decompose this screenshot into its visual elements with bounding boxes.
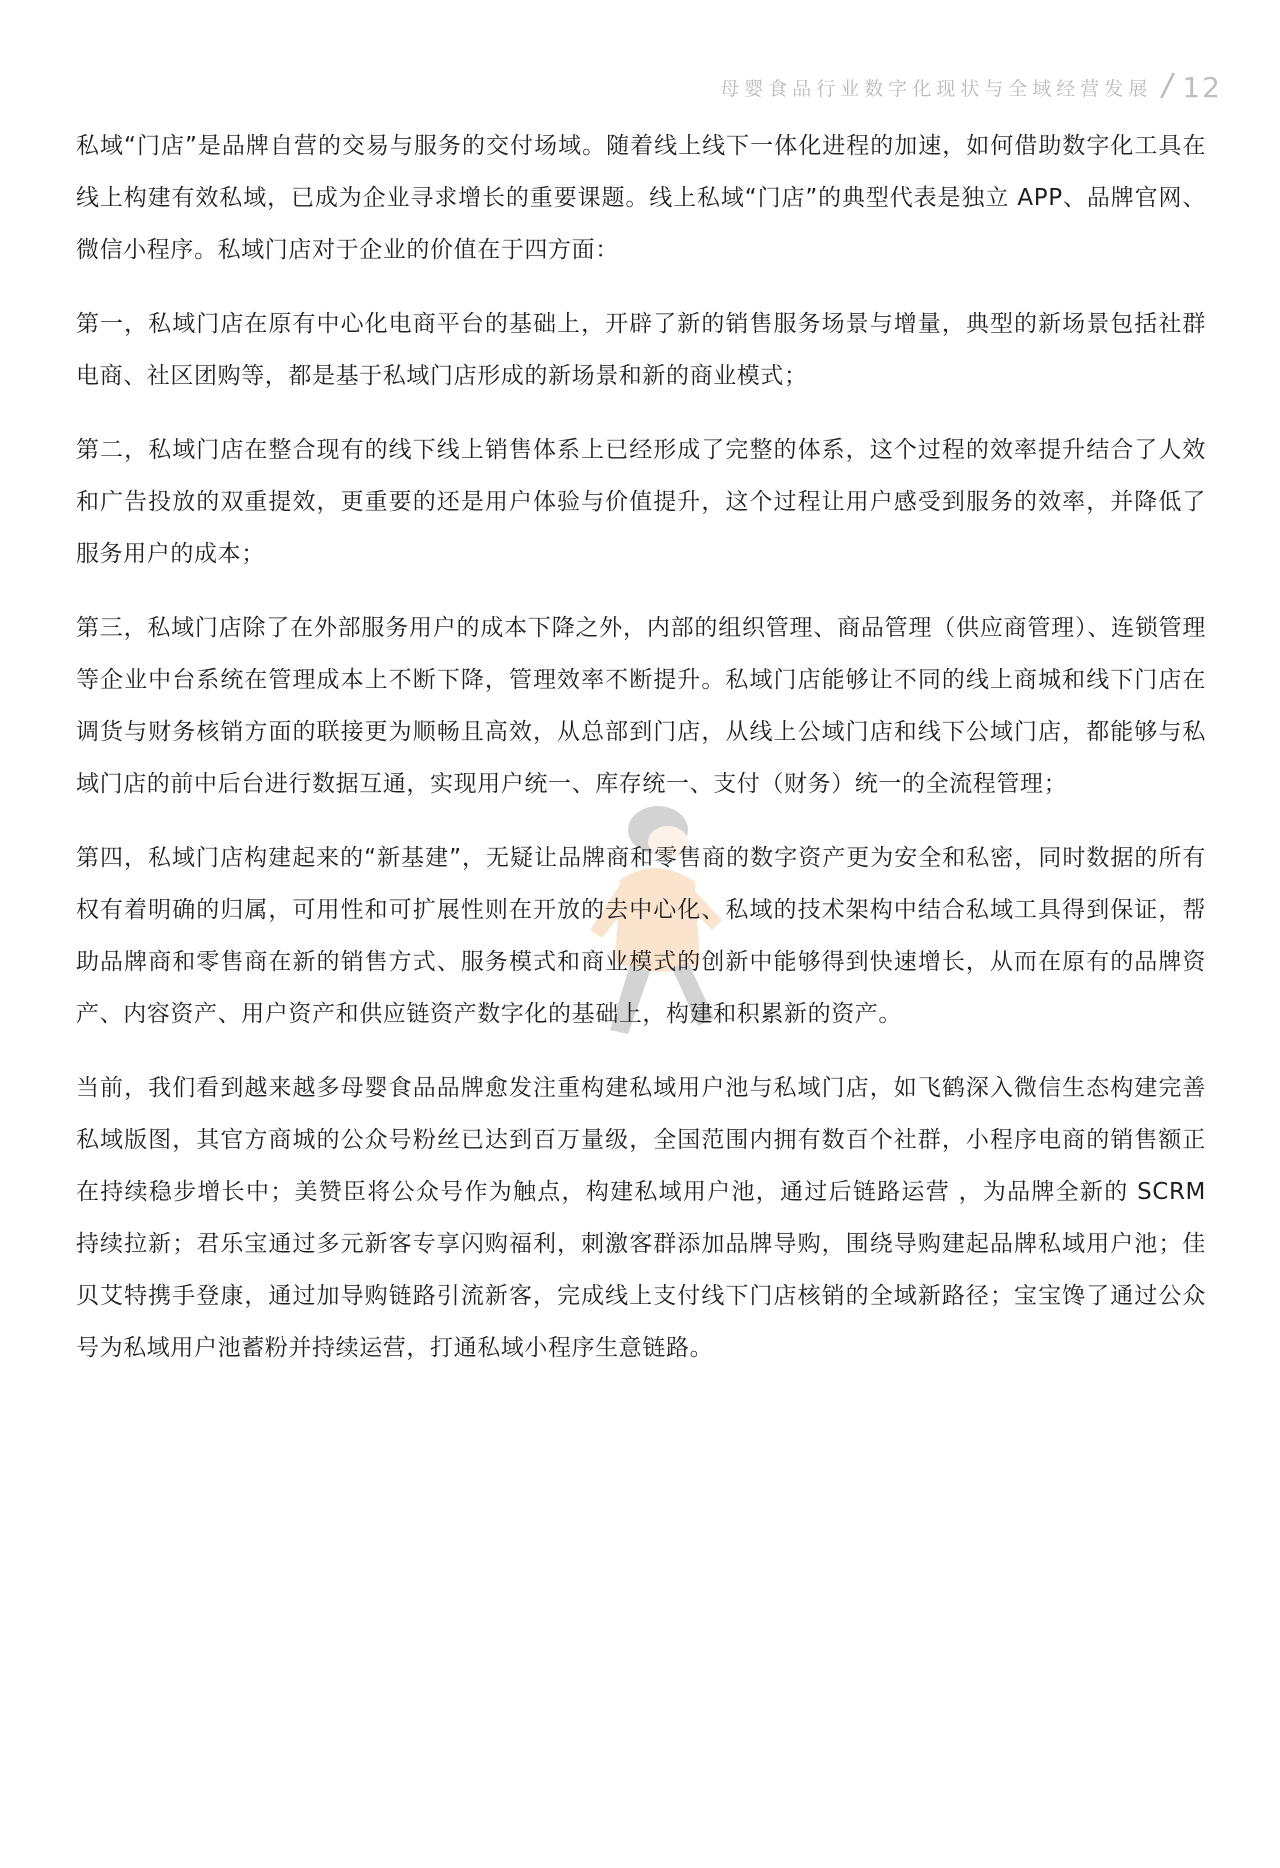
brand-examples-paragraph: 当前，我们看到越来越多母婴食品品牌愈发注重构建私域用户池与私域门店，如飞鹤深入微信生态构建完善私域版图，其官方商城的公众号粉丝已达到百万量级，全国范围内拥有数百个社群，小程序电商的销售额正在持续稳步增长中；美赞臣将公众号作为触点，构建私域用户池，通过后链路运营 ，为品牌全新的 SCRM 持续拉新；君乐宝通过多元新客专享闪购福利，刺激客群添加品牌导购，围绕导购建起品牌私域用户池；佳贝艾特携手登康，通过加导购链路引流新客，完成线上支付线下门店核销的全域新路径；宝宝馋了通过公众号为私域用户池蓄粉并持续运营，打通私域小程序生意链路。 bbox=[76, 1075, 1206, 1361]
intro-paragraph: 私域“门店”是品牌自营的交易与服务的交付场域。随着线上线下一体化进程的加速，如何借助数字化工具在线上构建有效私域，已成为企业寻求增长的重要课题。线上私域“门店”的典型代表是独立 APP、品牌官网、微信小程序。私域门店对于企业的价值在于四方面： bbox=[76, 133, 1206, 263]
header-separator: / bbox=[1162, 68, 1173, 103]
page-header bbox=[720, 70, 1222, 105]
header-title: 母婴食品行业数字化现状与全域经营发展 bbox=[720, 78, 1153, 100]
point-one-paragraph: 第一，私域门店在原有中心化电商平台的基础上，开辟了新的销售服务场景与增量，典型的新场景包括社群电商、社区团购等，都是基于私域门店形成的新场景和新的商业模式； bbox=[76, 311, 1206, 389]
point-two-paragraph: 第二，私域门店在整合现有的线下线上销售体系上已经形成了完整的体系，这个过程的效率提升结合了人效和广告投放的双重提效，更重要的还是用户体验与价值提升，这个过程让用户感受到服务的效率，并降低了服务用户的成本； bbox=[76, 437, 1206, 567]
article-body bbox=[76, 120, 1206, 1396]
point-three-paragraph: 第三，私域门店除了在外部服务用户的成本下降之外，内部的组织管理、商品管理（供应商管理）、连锁管理等企业中台系统在管理成本上不断下降，管理效率不断提升。私域门店能够让不同的线上商城和线下门店在调货与财务核销方面的联接更为顺畅且高效，从总部到门店，从线上公域门店和线下公域门店，都能够与私域门店的前中后台进行数据互通，实现用户统一、库存统一、支付（财务）统一的全流程管理； bbox=[76, 615, 1206, 797]
point-four-paragraph: 第四，私域门店构建起来的“新基建”，无疑让品牌商和零售商的数字资产更为安全和私密，同时数据的所有权有着明确的归属，可用性和可扩展性则在开放的去中心化、私域的技术架构中结合私域工具得到保证，帮助品牌商和零售商在新的销售方式、服务模式和商业模式的创新中能够得到快速增长，从而在原有的品牌资产、内容资产、用户资产和供应链资产数字化的基础上，构建和积累新的资产。 bbox=[76, 845, 1206, 1027]
page-number: 12 bbox=[1182, 71, 1222, 104]
